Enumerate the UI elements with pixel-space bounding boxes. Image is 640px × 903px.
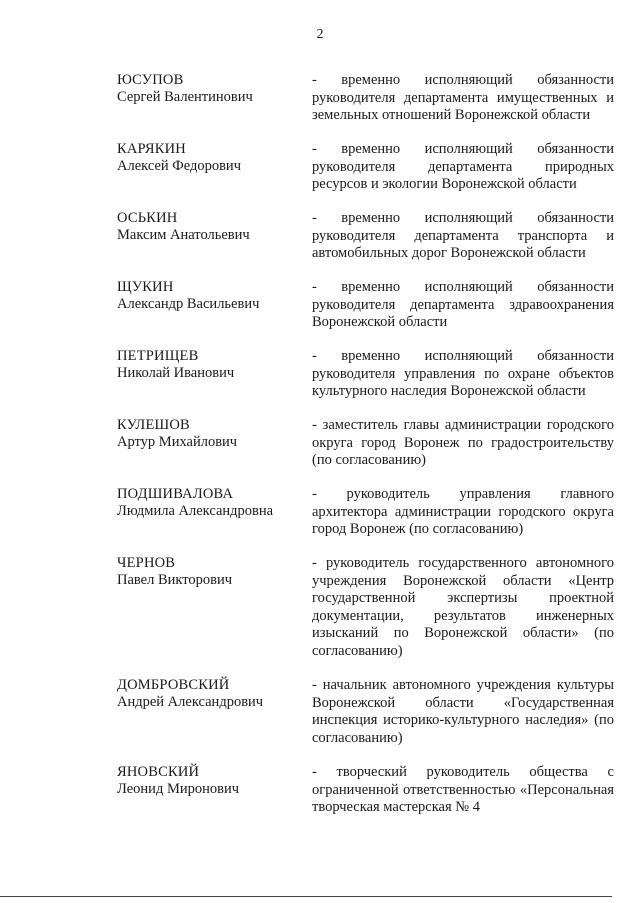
member-given-names: Алексей Федорович (117, 158, 241, 174)
member-name (117, 72, 302, 106)
member-given-names: Николай Иванович (117, 365, 235, 381)
member-surname: ПЕТРИЩЕВ (117, 348, 199, 364)
member-given-names: Максим Анатольевич (117, 227, 250, 243)
member-surname: ДОМБРОВСКИЙ (117, 677, 230, 693)
member-role: - руководитель государственного автономного учреждения Воронежской области «Центр государственной экспертизы проектной документации, результатов инженерных изысканий по Воронежской области» (по согласованию) (312, 555, 614, 659)
member-surname: ЯНОВСКИЙ (117, 764, 200, 780)
member-name (117, 210, 302, 244)
member-surname: ОСЬКИН (117, 210, 178, 226)
member-surname: ЮСУПОВ (117, 72, 184, 88)
member-given-names: Павел Викторович (117, 572, 233, 588)
member-name (117, 555, 302, 589)
member-name (117, 279, 302, 313)
member-surname: ЩУКИН (117, 279, 174, 295)
member-given-names: Андрей Александрович (117, 694, 264, 710)
member-name (117, 417, 302, 451)
member-role: - начальник автономного учреждения культуры Воронежской области «Государственная инспекция историко-культурного наследия» (по согласованию) (312, 677, 614, 746)
member-surname: ЧЕРНОВ (117, 555, 176, 571)
member-name (117, 764, 302, 798)
member-name (117, 141, 302, 175)
member-role: - временно исполняющий обязанности руководителя департамента имущественных и земельных отношений Воронежской области (312, 72, 614, 123)
member-role: - временно исполняющий обязанности руководителя департамента природных ресурсов и экологии Воронежской области (312, 141, 614, 192)
member-surname: КУЛЕШОВ (117, 417, 190, 433)
member-role: - временно исполняющий обязанности руководителя департамента транспорта и автомобильных дорог Воронежской области (312, 210, 614, 261)
member-given-names: Сергей Валентинович (117, 89, 253, 105)
member-name (117, 677, 302, 711)
page-bottom-rule (0, 896, 612, 897)
member-role: - творческий руководитель общества с ограниченной ответственностью «Персональная творческая мастерская № 4 (312, 764, 614, 815)
page-number: 2 (316, 27, 324, 42)
member-role: - руководитель управления главного архитектора администрации городского округа город Воронеж (по согласованию) (312, 486, 614, 537)
member-given-names: Александр Васильевич (117, 296, 260, 312)
member-given-names: Людмила Александровна (117, 503, 274, 519)
member-name (117, 486, 302, 520)
member-given-names: Леонид Миронович (117, 781, 240, 797)
member-surname: ПОДШИВАЛОВА (117, 486, 234, 502)
member-role: - временно исполняющий обязанности руководителя департамента здравоохранения Воронежской области (312, 279, 614, 330)
member-role: - временно исполняющий обязанности руководителя управления по охране объектов культурного наследия Воронежской области (312, 348, 614, 399)
member-role: - заместитель главы администрации городского округа город Воронеж по градостроительству (по согласованию) (312, 417, 614, 468)
member-name (117, 348, 302, 382)
member-surname: КАРЯКИН (117, 141, 186, 157)
member-given-names: Артур Михайлович (117, 434, 238, 450)
